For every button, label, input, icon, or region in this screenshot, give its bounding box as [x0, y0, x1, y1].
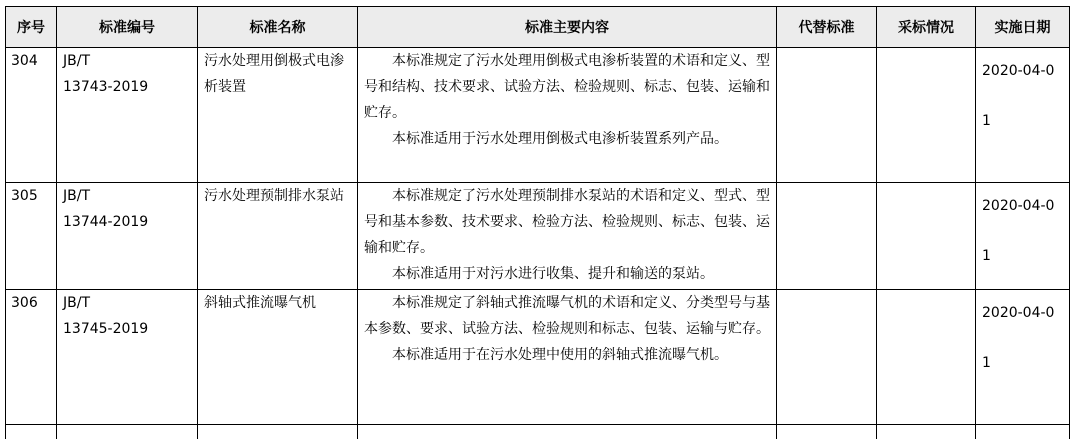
content-paragraph-scope: 本标准规定了污水处理用倒极式电渗析装置的术语和定义、型号和结构、技术要求、试验方法、检验规则、标志、包装、运输和贮存。	[364, 48, 772, 126]
serial-number-cell: 304	[6, 48, 57, 183]
replaced-standard-cell	[777, 48, 877, 183]
empty-cell	[6, 425, 57, 439]
standard-name-cell: 斜轴式推流曝气机	[198, 290, 358, 425]
header-implementation-date: 实施日期	[976, 7, 1070, 48]
header-serial-number: 序号	[6, 7, 57, 48]
empty-cell	[198, 425, 358, 439]
date-line2: 1	[982, 350, 1069, 376]
standard-name-cell: 污水处理预制排水泵站	[198, 183, 358, 290]
adoption-status-cell	[877, 48, 976, 183]
replaced-standard-cell	[777, 183, 877, 290]
header-adoption-status: 采标情况	[877, 7, 976, 48]
content-paragraph-applicability: 本标准适用于对污水进行收集、提升和输送的泵站。	[364, 261, 772, 287]
empty-cell	[358, 425, 777, 439]
standard-code-line1: JB/T	[63, 290, 197, 316]
header-standard-code: 标准编号	[57, 7, 198, 48]
serial-number-cell: 305	[6, 183, 57, 290]
adoption-status-cell	[877, 290, 976, 425]
header-replaced-standard: 代替标准	[777, 7, 877, 48]
standard-code-cell	[57, 290, 198, 425]
date-line2: 1	[982, 243, 1069, 269]
main-content-cell	[358, 183, 777, 290]
standard-name-cell: 污水处理用倒极式电渗析装置	[198, 48, 358, 183]
standard-code-line1: JB/T	[63, 183, 197, 209]
header-standard-name: 标准名称	[198, 7, 358, 48]
date-line1: 2020-04-0	[982, 193, 1069, 219]
standard-code-line2: 13745-2019	[63, 316, 197, 342]
table-row	[6, 290, 1070, 425]
adoption-status-cell	[877, 183, 976, 290]
empty-cell	[877, 425, 976, 439]
standards-table	[5, 6, 1070, 439]
content-paragraph-applicability: 本标准适用于污水处理用倒极式电渗析装置系列产品。	[364, 126, 772, 152]
content-paragraph-applicability: 本标准适用于在污水处理中使用的斜轴式推流曝气机。	[364, 342, 772, 368]
empty-cell	[777, 425, 877, 439]
main-content-cell	[358, 290, 777, 425]
table-row	[6, 183, 1070, 290]
empty-cell	[976, 425, 1070, 439]
header-main-content: 标准主要内容	[358, 7, 777, 48]
date-line2: 1	[982, 108, 1069, 134]
standard-code-line2: 13744-2019	[63, 209, 197, 235]
standard-code-line2: 13743-2019	[63, 74, 197, 100]
standard-code-line1: JB/T	[63, 48, 197, 74]
content-paragraph-scope: 本标准规定了斜轴式推流曝气机的术语和定义、分类型号与基本参数、要求、试验方法、检验规则和标志、包装、运输与贮存。	[364, 290, 772, 342]
standard-code-cell	[57, 183, 198, 290]
date-line1: 2020-04-0	[982, 58, 1069, 84]
table-row	[6, 48, 1070, 183]
date-line1: 2020-04-0	[982, 300, 1069, 326]
content-paragraph-scope: 本标准规定了污水处理预制排水泵站的术语和定义、型式、型号和基本参数、技术要求、检验方法、检验规则、标志、包装、运输和贮存。	[364, 183, 772, 261]
standard-code-cell	[57, 48, 198, 183]
serial-number-cell: 306	[6, 290, 57, 425]
implementation-date-cell	[976, 290, 1070, 425]
header-row	[6, 7, 1070, 48]
empty-cell	[57, 425, 198, 439]
implementation-date-cell	[976, 183, 1070, 290]
table-row-partial	[6, 425, 1070, 439]
main-content-cell	[358, 48, 777, 183]
implementation-date-cell	[976, 48, 1070, 183]
replaced-standard-cell	[777, 290, 877, 425]
